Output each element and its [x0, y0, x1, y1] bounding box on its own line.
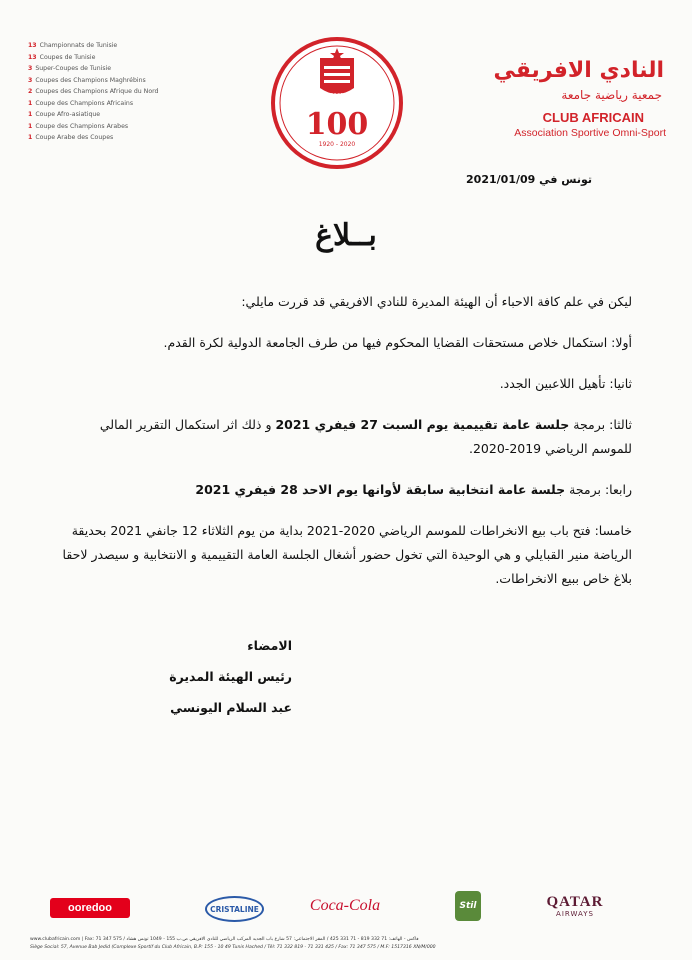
point-4: رابعا: برمجة جلسة عامة انتخابية سابقة لأوانها يوم الاحد 28 فيفري 2021 — [195, 482, 632, 497]
footer-line-1: www.clubafricain.com | Fax: 71 347 575 / فاكس - الهاتف: 71 332 819 - 71 331 425 / المقر الاجتماعي: 57 شارع باب الجديد المركب الرياضي للنادي الافريقي ص.ب 155 - 1049 تونس هشاد — [30, 937, 419, 942]
coca-cola-logo: Coca-Cola — [309, 897, 381, 914]
stil-logo: Stil — [455, 891, 481, 921]
signature-block — [169, 630, 292, 723]
ooredoo-logo: ooredoo — [50, 898, 130, 918]
letter-date: تونس في 2021/01/09 — [466, 173, 592, 186]
honor-item: 3 Coupes des Champions Maghrébins — [28, 76, 146, 84]
signature-role: رئيس الهيئة المديرة — [169, 669, 292, 684]
svg-text:100: 100 — [305, 107, 369, 142]
signature-label: الامضاء — [247, 638, 292, 653]
honor-item: 3 Super-Coupes de Tunisie — [28, 65, 112, 72]
intro-paragraph: ليكن في علم كافة الاحباء أن الهيئة المديرة للنادي الافريقي قد قررت مايلي: — [241, 294, 632, 309]
point-5: خامسا: فتح باب بيع الانخراطات للموسم الرياضي 2020-2021 بداية من يوم الثلاثاء 12 جانفي 2021 بحديقة الرياضة منير القبايلي و هي الوحيدة التي تخول حضور أشغال الجلسة العامة التقييمية و الانتخابية و سيصدر لاحقا بلاغ خاص ببيع الانخراطات. — [62, 523, 632, 586]
sponsor-bar — [50, 888, 622, 928]
announcement-title: بــلاغ — [315, 218, 377, 253]
point-1: أولا: استكمال خلاص مستحقات القضايا المحكوم فيها من طرف الجامعة الدولية لكرة القدم. — [163, 335, 632, 350]
club-centenary-logo — [270, 36, 404, 170]
club-subtitle-arabic: جمعية رياضية جامعة — [561, 88, 662, 102]
point-3: ثالثا: برمجة جلسة عامة تقييمية يوم السبت 27 فيفري 2021 و ذلك اثر استكمال التقرير المالي للموسم الرياضي 2019-2020. — [99, 417, 632, 456]
honor-item: 1 Coupe Arabe des Coupes — [28, 134, 114, 141]
announcement-body — [60, 290, 632, 608]
svg-text:1920: 1920 — [330, 93, 344, 99]
honor-item: 13 Championnats de Tunisie — [28, 42, 118, 49]
club-name-arabic: النادي الافريقي — [493, 58, 664, 83]
honors-list — [28, 40, 178, 144]
honor-item: 1 Coupe des Champions Africains — [28, 99, 134, 107]
letterhead-footer — [30, 936, 662, 952]
signature-name: عبد السلام اليونسي — [170, 700, 292, 715]
svg-text:1920 - 2020: 1920 - 2020 — [318, 141, 356, 148]
honor-item: 1 Coupe Afro-asiatique — [28, 111, 101, 118]
honor-item: 2 Coupes des Champions Afrique du Nord — [28, 88, 159, 95]
point-2: ثانيا: تأهيل اللاعبين الجدد. — [499, 376, 632, 391]
club-subtitle-english: Association Sportive Omni-Sport — [514, 127, 666, 139]
qatar-airways-logo: QATAR AIRWAYS — [546, 893, 604, 918]
club-name-english: CLUB AFRICAIN — [542, 110, 644, 125]
honor-item: 1 Coupe des Champions Arabes — [28, 122, 129, 130]
honor-item: 13 Coupes de Tunisie — [28, 53, 96, 61]
footer-line-2: Siège Social: 57, Avenue Bab Jedid (Complexe Sportif du Club Africain, B.P: 155 - 10 49 Tunis Hached / Tél: 71 332 819 - 71 331 425 / Fax: 71 347 575 / M.F: 1517316 XN/M/000 — [30, 945, 436, 950]
cristaline-logo: CRISTALINE — [205, 896, 264, 922]
